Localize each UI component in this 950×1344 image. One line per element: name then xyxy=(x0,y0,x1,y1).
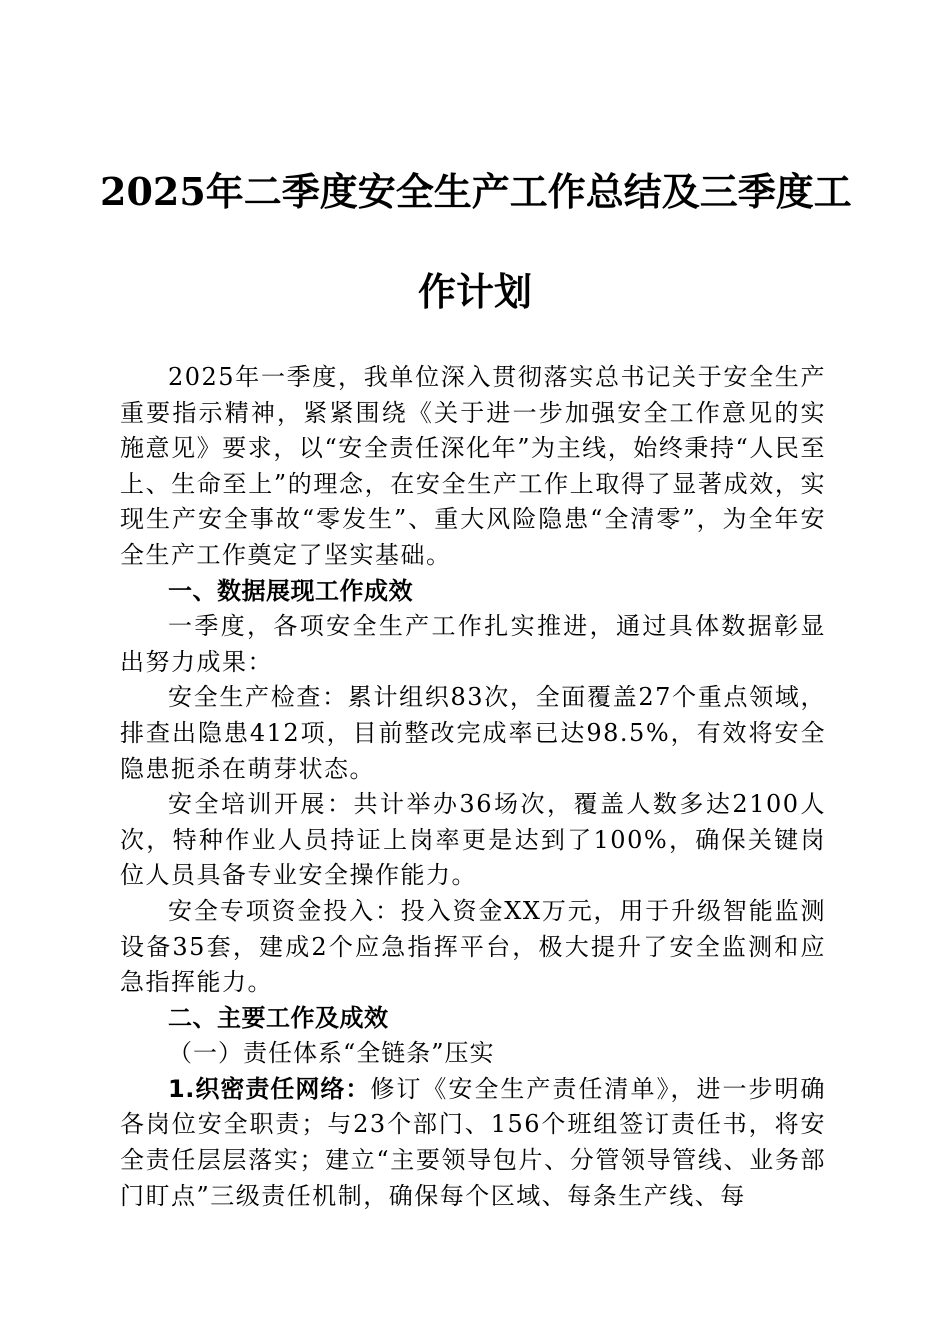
section-1-intro: 一季度，各项安全生产工作扎实推进，通过具体数据彰显出努力成果： xyxy=(120,612,826,676)
item-funding: 安全专项资金投入：投入资金XX万元，用于升级智能监测设备35套，建成2个应急指挥平台，极大提升了安全监测和应急指挥能力。 xyxy=(120,896,826,997)
point-1-text: 修订《安全生产责任清单》，进一步明确各岗位安全职责；与23个部门、156个班组签订责任书，将安全责任层层落实；建立“主要领导包片、分管领导管线、业务部门盯点”三级责任机制，确保每个区域、每条生产线、每 xyxy=(120,1074,826,1210)
document-title-line-1: 2025年二季度安全生产工作总结及三季度工 xyxy=(100,169,852,214)
item-inspection: 安全生产检查：累计组织83次，全面覆盖27个重点领域，排查出隐患412项，目前整改完成率已达98.5%，有效将安全隐患扼杀在萌芽状态。 xyxy=(120,683,826,783)
point-1-paragraph xyxy=(120,1072,826,1214)
document-body xyxy=(120,360,826,1214)
section-heading-1: 一、数据展现工作成效 xyxy=(168,576,413,605)
intro-paragraph: 2025年一季度，我单位深入贯彻落实总书记关于安全生产重要指示精神，紧紧围绕《关于进一步加强安全工作意见的实施意见》要求，以“安全责任深化年”为主线，始终秉持“人民至上、生命至上”的理念，在安全生产工作上取得了显著成效，实现生产安全事故“零发生”、重大风险隐患“全清零”，为全年安全生产工作奠定了坚实基础。 xyxy=(120,363,826,569)
subsection-heading-1: （一）责任体系“全链条”压实 xyxy=(168,1039,495,1068)
item-training: 安全培训开展：共计举办36场次，覆盖人数多达2100人次，特种作业人员持证上岗率更是达到了100%，确保关键岗位人员具备专业安全操作能力。 xyxy=(120,790,826,890)
document-title-line-2: 作计划 xyxy=(417,269,532,314)
section-heading-2: 二、主要工作及成效 xyxy=(168,1003,389,1032)
point-1-lead: 1.织密责任网络： xyxy=(168,1074,371,1103)
